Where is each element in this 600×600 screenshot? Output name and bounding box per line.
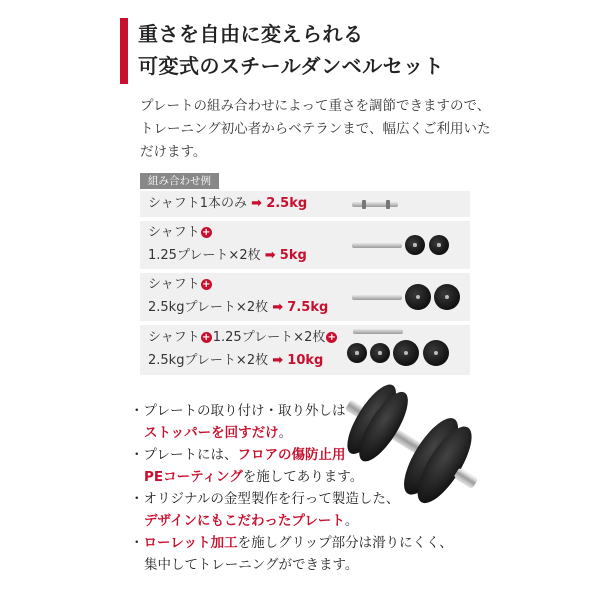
feature-highlight: PEコーティング <box>144 469 243 485</box>
combo-2-shaft: シャフト <box>148 225 200 240</box>
feature-highlight: ローレット加工 <box>143 535 238 551</box>
shaft-large-plates-visual <box>350 273 470 321</box>
feature-text: 集中してトレーニングができます。 <box>144 557 359 573</box>
combo-row-4 <box>140 325 470 375</box>
collar-icon <box>362 200 366 209</box>
combo-1-desc: シャフト1本のみ <box>148 196 248 211</box>
intro-text <box>140 95 490 164</box>
feature-text: を施してあります。 <box>242 469 364 485</box>
combo-row-4-line-2 <box>148 349 323 373</box>
feature-text: ・ <box>130 535 144 551</box>
feature-text: ・プレートには、 <box>130 447 238 463</box>
feature-text: 。 <box>278 425 293 441</box>
combo-4-shaft: シャフト <box>148 330 200 345</box>
combo-4-large-plates: 2.5kgプレート×2枚 <box>148 353 269 368</box>
page-title <box>138 18 444 82</box>
feature-highlight: ストッパーを回すだけ <box>144 425 279 441</box>
feature-text: ・オリジナルの金型製作を行って製造した、 <box>130 491 400 507</box>
arrow-icon: ➡ <box>251 196 263 211</box>
combo-4-weight: 10kg <box>287 353 324 368</box>
plus-icon: + <box>327 332 337 343</box>
combo-1-weight: 2.5kg <box>266 196 308 211</box>
shaft-only-visual <box>350 191 460 217</box>
plus-icon: + <box>202 227 211 238</box>
combo-example-tag: 組み合わせ例 <box>140 173 219 189</box>
combo-row-4-line-1 <box>148 326 338 350</box>
title-line-2: 可変式のスチールダンベルセット <box>138 54 445 78</box>
feature-line-2 <box>130 422 450 444</box>
combo-4-small-plates: 1.25プレート×2枚 <box>212 330 326 345</box>
plus-icon: + <box>202 279 211 290</box>
intro-line-1: プレートの組み合わせによって重さを調節できますので、 <box>140 98 491 114</box>
plus-icon: + <box>202 332 211 343</box>
plate-icon <box>347 343 367 363</box>
plate-icon <box>423 340 449 366</box>
combo-row-2-line-2 <box>148 244 307 268</box>
combo-2-weight: 5kg <box>279 248 307 263</box>
combo-2-plates: 1.25プレート×2枚 <box>148 248 261 263</box>
shaft-icon <box>353 329 403 334</box>
plate-icon <box>434 284 460 310</box>
feature-line-3 <box>130 444 450 466</box>
arrow-icon: ➡ <box>272 353 284 368</box>
feature-text: を施しグリップ部分は滑りにくく、 <box>237 535 453 551</box>
shaft-icon <box>352 295 402 300</box>
feature-line-4 <box>130 466 450 488</box>
feature-text: ・プレートの取り付け・取り外しは <box>130 403 346 419</box>
plate-icon <box>429 235 449 255</box>
combo-3-shaft: シャフト <box>148 277 200 292</box>
combo-row-1-text <box>148 192 307 216</box>
combo-3-weight: 7.5kg <box>287 300 329 315</box>
plate-icon <box>405 284 431 310</box>
feature-line-6 <box>130 510 450 532</box>
shaft-icon <box>352 202 398 207</box>
combo-row-3 <box>140 273 470 321</box>
combo-3-plates: 2.5kgプレート×2枚 <box>148 300 269 315</box>
combo-row-2 <box>140 221 470 269</box>
feature-line-5 <box>130 488 450 510</box>
arrow-icon: ➡ <box>272 300 284 315</box>
title-accent-bar <box>120 18 128 84</box>
shaft-icon <box>352 243 402 248</box>
plate-icon <box>393 340 419 366</box>
title-line-1: 重さを自由に変えられる <box>138 22 364 46</box>
feature-text: 。 <box>344 513 359 529</box>
feature-highlight: デザインにもこだわったプレート <box>144 513 345 529</box>
intro-line-2: トレーニング初心者からベテランまで、幅広くご利用いた <box>140 121 491 137</box>
combo-row-3-line-2 <box>148 296 328 320</box>
arrow-icon: ➡ <box>264 248 276 263</box>
plate-icon <box>405 235 425 255</box>
collar-icon <box>386 200 390 209</box>
plate-icon <box>370 343 390 363</box>
intro-line-3: だけます。 <box>140 144 207 160</box>
combo-row-3-line-1 <box>148 273 213 297</box>
combo-row-2-line-1 <box>148 221 213 245</box>
shaft-small-plates-visual <box>350 221 470 269</box>
feature-line-1 <box>130 400 450 422</box>
feature-line-7 <box>130 532 453 554</box>
feature-line-8 <box>130 554 450 576</box>
feature-highlight: フロアの傷防止用 <box>237 447 346 463</box>
shaft-all-plates-visual <box>345 325 470 375</box>
feature-list <box>130 400 453 576</box>
combo-row-1 <box>140 191 470 217</box>
